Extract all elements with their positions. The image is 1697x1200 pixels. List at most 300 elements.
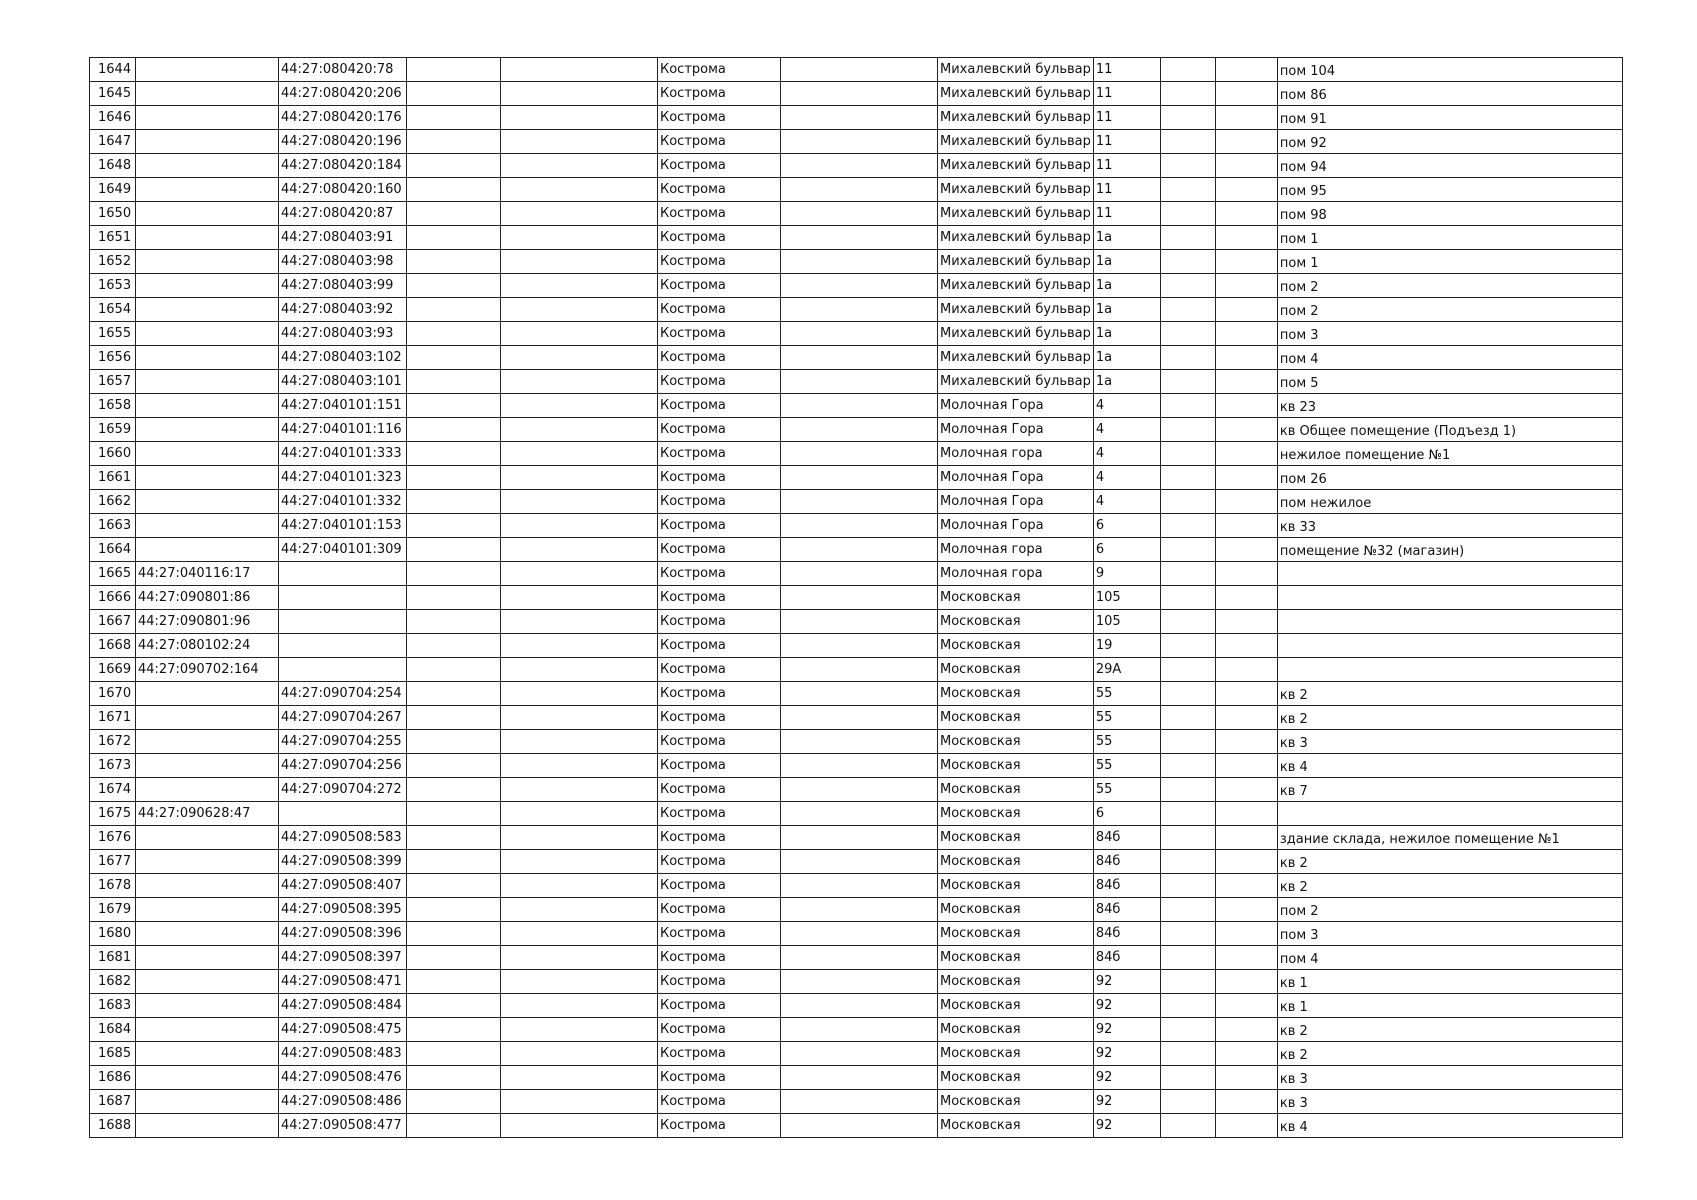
table-row [90,754,1623,778]
empty-cell-a [407,1066,501,1090]
empty-cell-d [1160,562,1215,586]
empty-cell-b [501,562,658,586]
empty-cell-d [1160,874,1215,898]
empty-cell-b [501,490,658,514]
land-cadastral-number-cell [136,826,279,850]
land-cadastral-number-cell [136,442,279,466]
premises-cadastral-number-cell: 44:27:080420:87 [279,202,407,226]
empty-cell-c [781,1018,938,1042]
empty-cell-e [1215,82,1277,106]
table-row [90,418,1623,442]
empty-cell-a [407,298,501,322]
premises-note-cell [1277,634,1622,658]
row-number-cell: 1656 [90,346,136,370]
premises-note-cell: пом 2 [1277,274,1622,298]
premises-cadastral-number-cell: 44:27:040101:309 [279,538,407,562]
premises-note-cell: пом 104 [1277,58,1622,82]
premises-note-cell: кв 2 [1277,682,1622,706]
house-number-cell: 92 [1093,1042,1160,1066]
empty-cell-a [407,466,501,490]
row-number-cell: 1682 [90,970,136,994]
premises-note-cell: кв 3 [1277,730,1622,754]
street-cell: Московская [938,922,1094,946]
empty-cell-e [1215,970,1277,994]
row-number-cell: 1655 [90,322,136,346]
street-cell: Молочная Гора [938,394,1094,418]
house-number-cell: 11 [1093,178,1160,202]
premises-cadastral-number-cell: 44:27:080403:101 [279,370,407,394]
row-number-cell: 1687 [90,1090,136,1114]
house-number-cell: 4 [1093,466,1160,490]
empty-cell-a [407,1114,501,1138]
street-cell: Михалевский бульвар [938,82,1094,106]
row-number-cell: 1667 [90,610,136,634]
premises-note-cell: пом 91 [1277,106,1622,130]
table-row [90,706,1623,730]
city-cell: Кострома [658,514,781,538]
premises-note-cell: кв 2 [1277,1018,1622,1042]
empty-cell-d [1160,730,1215,754]
empty-cell-d [1160,802,1215,826]
empty-cell-d [1160,490,1215,514]
empty-cell-d [1160,922,1215,946]
empty-cell-c [781,226,938,250]
table-row [90,514,1623,538]
table-row [90,682,1623,706]
house-number-cell: 105 [1093,610,1160,634]
city-cell: Кострома [658,562,781,586]
premises-cadastral-number-cell: 44:27:040101:333 [279,442,407,466]
empty-cell-d [1160,754,1215,778]
empty-cell-c [781,1090,938,1114]
table-body [90,58,1623,1138]
premises-note-cell: кв 4 [1277,1114,1622,1138]
empty-cell-d [1160,418,1215,442]
empty-cell-c [781,1042,938,1066]
street-cell: Михалевский бульвар [938,58,1094,82]
house-number-cell: 11 [1093,58,1160,82]
land-cadastral-number-cell [136,322,279,346]
empty-cell-b [501,298,658,322]
table-row [90,490,1623,514]
table-row [90,154,1623,178]
row-number-cell: 1683 [90,994,136,1018]
land-cadastral-number-cell [136,1042,279,1066]
premises-note-cell: пом 2 [1277,898,1622,922]
empty-cell-c [781,634,938,658]
street-cell: Московская [938,706,1094,730]
house-number-cell: 11 [1093,202,1160,226]
empty-cell-d [1160,1066,1215,1090]
city-cell: Кострома [658,922,781,946]
empty-cell-c [781,322,938,346]
empty-cell-d [1160,202,1215,226]
empty-cell-c [781,778,938,802]
table-row [90,1066,1623,1090]
empty-cell-c [781,202,938,226]
table-row [90,658,1623,682]
land-cadastral-number-cell [136,778,279,802]
city-cell: Кострома [658,1114,781,1138]
house-number-cell: 1а [1093,298,1160,322]
empty-cell-d [1160,1018,1215,1042]
land-cadastral-number-cell [136,538,279,562]
row-number-cell: 1654 [90,298,136,322]
row-number-cell: 1688 [90,1114,136,1138]
city-cell: Кострома [658,1042,781,1066]
empty-cell-e [1215,298,1277,322]
empty-cell-d [1160,1090,1215,1114]
empty-cell-d [1160,634,1215,658]
city-cell: Кострома [658,274,781,298]
street-cell: Михалевский бульвар [938,250,1094,274]
city-cell: Кострома [658,826,781,850]
empty-cell-d [1160,1042,1215,1066]
empty-cell-e [1215,490,1277,514]
empty-cell-d [1160,898,1215,922]
empty-cell-d [1160,850,1215,874]
empty-cell-d [1160,586,1215,610]
empty-cell-d [1160,370,1215,394]
premises-cadastral-number-cell [279,610,407,634]
land-cadastral-number-cell [136,274,279,298]
city-cell: Кострома [658,1090,781,1114]
table-row [90,202,1623,226]
table-row [90,466,1623,490]
premises-cadastral-number-cell: 44:27:080403:91 [279,226,407,250]
street-cell: Молочная Гора [938,418,1094,442]
empty-cell-b [501,154,658,178]
empty-cell-a [407,826,501,850]
house-number-cell: 1а [1093,322,1160,346]
empty-cell-a [407,754,501,778]
city-cell: Кострома [658,634,781,658]
house-number-cell: 6 [1093,802,1160,826]
land-cadastral-number-cell [136,178,279,202]
row-number-cell: 1647 [90,130,136,154]
house-number-cell: 92 [1093,1114,1160,1138]
premises-cadastral-number-cell: 44:27:040101:151 [279,394,407,418]
empty-cell-e [1215,250,1277,274]
empty-cell-a [407,490,501,514]
premises-cadastral-number-cell [279,586,407,610]
house-number-cell: 11 [1093,154,1160,178]
house-number-cell: 55 [1093,778,1160,802]
empty-cell-e [1215,106,1277,130]
street-cell: Московская [938,1018,1094,1042]
empty-cell-b [501,514,658,538]
house-number-cell: 11 [1093,130,1160,154]
empty-cell-e [1215,706,1277,730]
city-cell: Кострома [658,946,781,970]
premises-cadastral-number-cell: 44:27:080403:98 [279,250,407,274]
empty-cell-e [1215,370,1277,394]
empty-cell-b [501,826,658,850]
table-row [90,634,1623,658]
city-cell: Кострома [658,802,781,826]
empty-cell-e [1215,466,1277,490]
table-row [90,250,1623,274]
empty-cell-c [781,514,938,538]
empty-cell-a [407,610,501,634]
empty-cell-d [1160,1114,1215,1138]
city-cell: Кострома [658,298,781,322]
empty-cell-b [501,802,658,826]
empty-cell-e [1215,922,1277,946]
premises-cadastral-number-cell: 44:27:090704:272 [279,778,407,802]
street-cell: Московская [938,634,1094,658]
row-number-cell: 1669 [90,658,136,682]
table-row [90,82,1623,106]
empty-cell-c [781,466,938,490]
empty-cell-d [1160,274,1215,298]
city-cell: Кострома [658,778,781,802]
table-row [90,826,1623,850]
house-number-cell: 92 [1093,970,1160,994]
premises-note-cell: пом 94 [1277,154,1622,178]
street-cell: Московская [938,1114,1094,1138]
empty-cell-e [1215,442,1277,466]
premises-cadastral-number-cell: 44:27:080420:196 [279,130,407,154]
city-cell: Кострома [658,418,781,442]
street-cell: Московская [938,754,1094,778]
empty-cell-b [501,610,658,634]
street-cell: Молочная Гора [938,490,1094,514]
empty-cell-a [407,274,501,298]
land-cadastral-number-cell [136,130,279,154]
premises-cadastral-number-cell: 44:27:090508:396 [279,922,407,946]
street-cell: Московская [938,826,1094,850]
premises-note-cell: кв 23 [1277,394,1622,418]
table-row [90,898,1623,922]
street-cell: Михалевский бульвар [938,106,1094,130]
premises-note-cell: помещение №32 (магазин) [1277,538,1622,562]
land-cadastral-number-cell [136,490,279,514]
house-number-cell: 1а [1093,274,1160,298]
premises-cadastral-number-cell: 44:27:090508:471 [279,970,407,994]
empty-cell-b [501,442,658,466]
land-cadastral-number-cell [136,754,279,778]
street-cell: Молочная гора [938,442,1094,466]
empty-cell-b [501,466,658,490]
premises-cadastral-number-cell: 44:27:040101:153 [279,514,407,538]
empty-cell-b [501,706,658,730]
empty-cell-e [1215,226,1277,250]
house-number-cell: 1а [1093,346,1160,370]
empty-cell-c [781,994,938,1018]
empty-cell-d [1160,514,1215,538]
city-cell: Кострома [658,394,781,418]
street-cell: Молочная Гора [938,514,1094,538]
house-number-cell: 11 [1093,106,1160,130]
table-row [90,226,1623,250]
land-cadastral-number-cell [136,106,279,130]
row-number-cell: 1678 [90,874,136,898]
empty-cell-c [781,442,938,466]
city-cell: Кострома [658,898,781,922]
premises-note-cell: пом 86 [1277,82,1622,106]
city-cell: Кострома [658,202,781,226]
premises-note-cell: пом нежилое [1277,490,1622,514]
empty-cell-e [1215,610,1277,634]
empty-cell-c [781,850,938,874]
empty-cell-a [407,970,501,994]
row-number-cell: 1662 [90,490,136,514]
empty-cell-e [1215,274,1277,298]
empty-cell-e [1215,682,1277,706]
empty-cell-b [501,418,658,442]
row-number-cell: 1670 [90,682,136,706]
empty-cell-d [1160,658,1215,682]
land-cadastral-number-cell: 44:27:080102:24 [136,634,279,658]
empty-cell-b [501,898,658,922]
premises-note-cell: кв 33 [1277,514,1622,538]
house-number-cell: 92 [1093,1090,1160,1114]
empty-cell-b [501,202,658,226]
empty-cell-b [501,634,658,658]
premises-cadastral-number-cell [279,658,407,682]
empty-cell-a [407,346,501,370]
house-number-cell: 29А [1093,658,1160,682]
empty-cell-b [501,778,658,802]
street-cell: Михалевский бульвар [938,322,1094,346]
empty-cell-e [1215,1066,1277,1090]
empty-cell-e [1215,202,1277,226]
premises-note-cell: кв 1 [1277,994,1622,1018]
premises-note-cell: кв 4 [1277,754,1622,778]
empty-cell-e [1215,1042,1277,1066]
empty-cell-b [501,250,658,274]
empty-cell-d [1160,106,1215,130]
premises-cadastral-number-cell: 44:27:080420:184 [279,154,407,178]
house-number-cell: 84б [1093,898,1160,922]
premises-cadastral-number-cell: 44:27:040101:116 [279,418,407,442]
street-cell: Молочная гора [938,538,1094,562]
premises-note-cell [1277,802,1622,826]
city-cell: Кострома [658,130,781,154]
empty-cell-a [407,130,501,154]
table-row [90,1042,1623,1066]
empty-cell-b [501,394,658,418]
empty-cell-e [1215,802,1277,826]
empty-cell-c [781,682,938,706]
street-cell: Московская [938,850,1094,874]
table-row [90,850,1623,874]
land-cadastral-number-cell [136,298,279,322]
empty-cell-c [781,1066,938,1090]
empty-cell-d [1160,178,1215,202]
empty-cell-a [407,322,501,346]
empty-cell-c [781,658,938,682]
premises-cadastral-number-cell [279,562,407,586]
street-cell: Михалевский бульвар [938,298,1094,322]
empty-cell-c [781,298,938,322]
empty-cell-c [781,58,938,82]
empty-cell-a [407,658,501,682]
row-number-cell: 1649 [90,178,136,202]
table-row [90,778,1623,802]
empty-cell-b [501,922,658,946]
house-number-cell: 92 [1093,1018,1160,1042]
premises-note-cell: нежилое помещение №1 [1277,442,1622,466]
street-cell: Московская [938,730,1094,754]
empty-cell-c [781,130,938,154]
empty-cell-e [1215,634,1277,658]
row-number-cell: 1666 [90,586,136,610]
street-cell: Московская [938,658,1094,682]
empty-cell-a [407,874,501,898]
empty-cell-e [1215,178,1277,202]
premises-note-cell: пом 3 [1277,922,1622,946]
table-row [90,586,1623,610]
premises-cadastral-number-cell [279,634,407,658]
city-cell: Кострома [658,586,781,610]
table-row [90,178,1623,202]
empty-cell-c [781,1114,938,1138]
empty-cell-a [407,994,501,1018]
premises-cadastral-number-cell: 44:27:080420:176 [279,106,407,130]
premises-cadastral-number-cell: 44:27:090704:255 [279,730,407,754]
row-number-cell: 1668 [90,634,136,658]
empty-cell-a [407,562,501,586]
city-cell: Кострома [658,178,781,202]
land-cadastral-number-cell [136,514,279,538]
premises-cadastral-number-cell: 44:27:090704:254 [279,682,407,706]
city-cell: Кострома [658,538,781,562]
street-cell: Михалевский бульвар [938,178,1094,202]
street-cell: Московская [938,898,1094,922]
row-number-cell: 1644 [90,58,136,82]
row-number-cell: 1685 [90,1042,136,1066]
empty-cell-d [1160,130,1215,154]
land-cadastral-number-cell [136,1066,279,1090]
land-cadastral-number-cell [136,226,279,250]
street-cell: Московская [938,994,1094,1018]
empty-cell-b [501,946,658,970]
premises-note-cell: кв 2 [1277,874,1622,898]
empty-cell-d [1160,346,1215,370]
city-cell: Кострома [658,58,781,82]
empty-cell-a [407,730,501,754]
row-number-cell: 1671 [90,706,136,730]
empty-cell-b [501,658,658,682]
premises-note-cell: пом 26 [1277,466,1622,490]
street-cell: Московская [938,586,1094,610]
empty-cell-b [501,370,658,394]
empty-cell-b [501,538,658,562]
empty-cell-a [407,442,501,466]
land-cadastral-number-cell [136,682,279,706]
empty-cell-c [781,922,938,946]
empty-cell-d [1160,298,1215,322]
premises-cadastral-number-cell: 44:27:040101:323 [279,466,407,490]
land-cadastral-number-cell [136,466,279,490]
empty-cell-b [501,682,658,706]
land-cadastral-number-cell: 44:27:090801:96 [136,610,279,634]
table-row [90,946,1623,970]
empty-cell-b [501,970,658,994]
premises-note-cell: здание склада, нежилое помещение №1 [1277,826,1622,850]
table-row [90,346,1623,370]
row-number-cell: 1674 [90,778,136,802]
empty-cell-c [781,274,938,298]
empty-cell-d [1160,394,1215,418]
premises-cadastral-number-cell: 44:27:090508:475 [279,1018,407,1042]
land-cadastral-number-cell [136,154,279,178]
city-cell: Кострома [658,322,781,346]
empty-cell-e [1215,658,1277,682]
empty-cell-e [1215,586,1277,610]
